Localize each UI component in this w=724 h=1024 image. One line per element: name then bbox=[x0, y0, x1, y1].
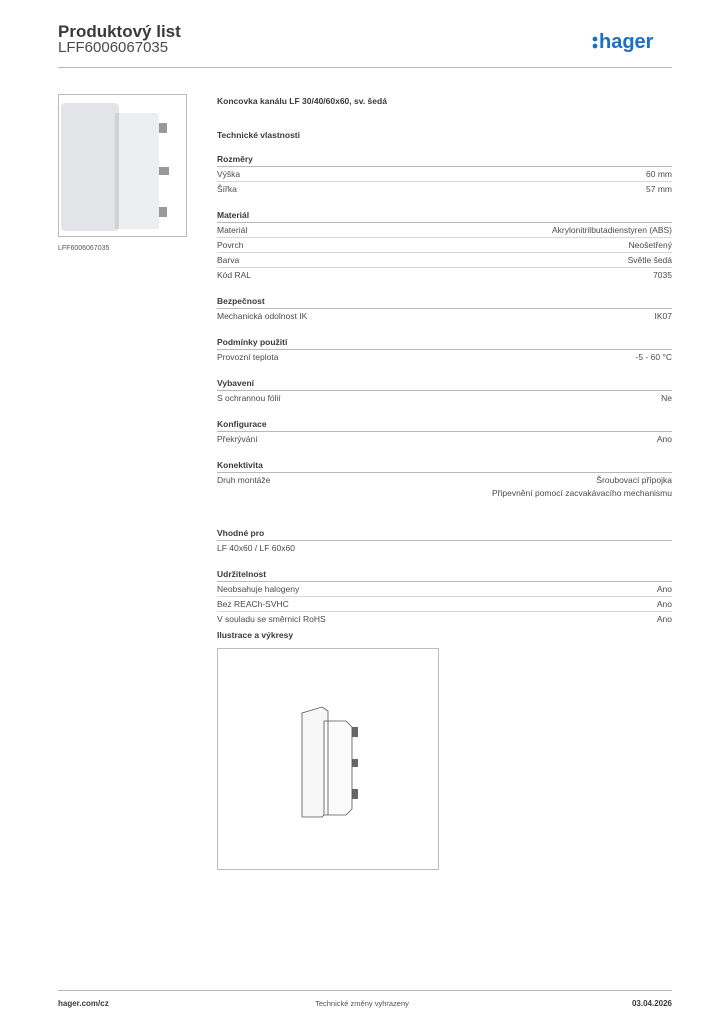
spec-value bbox=[657, 598, 672, 611]
spec-value bbox=[653, 269, 672, 282]
spec-row bbox=[217, 582, 672, 597]
spec-label: Povrch bbox=[217, 240, 244, 250]
spec-value bbox=[629, 239, 672, 252]
spec-label: Druh montáže bbox=[217, 475, 271, 485]
spec-value-line: Ne bbox=[661, 393, 672, 403]
spec-value-line: Připevnění pomocí zacvakávacího mechanismu bbox=[491, 488, 672, 498]
spec-label: Neobsahuje halogeny bbox=[217, 584, 300, 594]
footer-note: Technické změny vyhrazeny bbox=[315, 999, 409, 1008]
footer-website: hager.com/cz bbox=[58, 999, 109, 1008]
hager-logo bbox=[592, 28, 672, 56]
spec-value bbox=[661, 392, 672, 405]
product-thumbnail bbox=[58, 94, 187, 237]
spec-value bbox=[492, 474, 672, 500]
spec-value-line: IK07 bbox=[654, 311, 672, 321]
spec-section bbox=[217, 460, 672, 500]
spec-row bbox=[217, 473, 672, 500]
spec-section bbox=[217, 337, 672, 364]
spec-row bbox=[217, 268, 672, 282]
illustrations-title: Ilustrace a výkresy bbox=[217, 630, 294, 640]
spec-label: Mechanická odolnost IK bbox=[217, 311, 308, 321]
spec-label: Materiál bbox=[217, 225, 248, 235]
spec-section bbox=[217, 296, 672, 323]
spec-row bbox=[217, 597, 672, 612]
spec-row bbox=[217, 167, 672, 182]
spec-section bbox=[217, 210, 672, 282]
header-divider bbox=[58, 67, 672, 68]
spec-value-line: 57 mm bbox=[646, 184, 672, 194]
spec-value bbox=[628, 254, 672, 267]
spec-row bbox=[217, 238, 672, 253]
section-title: Udržitelnost bbox=[217, 569, 672, 582]
spec-value-line: Světle šedá bbox=[627, 255, 672, 265]
section-title: Rozměry bbox=[217, 154, 672, 167]
spec-label: Překrývání bbox=[217, 434, 258, 444]
technical-properties-title: Technické vlastnosti bbox=[217, 130, 300, 140]
spec-value-line: Ano bbox=[656, 584, 672, 594]
spec-section bbox=[217, 569, 672, 626]
spec-row bbox=[217, 182, 672, 196]
section-title: Konfigurace bbox=[217, 419, 672, 432]
spec-label: Šířka bbox=[217, 184, 237, 194]
spec-label: Barva bbox=[217, 255, 240, 265]
spec-value-line: 7035 bbox=[653, 270, 672, 280]
spec-value bbox=[657, 583, 672, 596]
spec-value-line: -5 - 60 °C bbox=[635, 352, 672, 362]
spec-label: Provozní teplota bbox=[217, 352, 279, 362]
spec-sections bbox=[217, 154, 672, 626]
section-title: Vhodné pro bbox=[217, 528, 672, 541]
spec-value-line: Akrylonitrilbutadienstyren (ABS) bbox=[552, 225, 672, 235]
spec-value-line: Neošetřený bbox=[628, 240, 672, 250]
footer-date: 03.04.2026 bbox=[631, 999, 672, 1008]
illustration-drawing bbox=[217, 648, 439, 870]
spec-row bbox=[217, 350, 672, 364]
spec-row bbox=[217, 223, 672, 238]
section-title: Materiál bbox=[217, 210, 672, 223]
spec-row bbox=[217, 309, 672, 323]
spec-row bbox=[217, 391, 672, 405]
spec-value-line: 60 mm bbox=[646, 169, 672, 179]
spec-value bbox=[655, 310, 673, 323]
spec-value bbox=[636, 351, 672, 364]
product-code: LFF6006067035 bbox=[58, 39, 169, 56]
product-details bbox=[217, 96, 672, 626]
spec-label: Kód RAL bbox=[217, 270, 252, 280]
spec-label: Bez REACh-SVHC bbox=[217, 599, 289, 609]
spec-row bbox=[217, 253, 672, 268]
section-title: Vybavení bbox=[217, 378, 672, 391]
spec-value bbox=[657, 433, 672, 446]
spec-section bbox=[217, 419, 672, 446]
spec-label: V souladu se směrnicí RoHS bbox=[217, 614, 326, 624]
spec-section bbox=[217, 528, 672, 555]
spec-label: S ochrannou fólií bbox=[217, 393, 281, 403]
svg-text:hager: hager bbox=[599, 31, 654, 53]
thumbnail-caption: LFF6006067035 bbox=[58, 245, 110, 252]
spec-value bbox=[552, 224, 672, 237]
spec-row bbox=[217, 432, 672, 446]
spec-label: Výška bbox=[217, 169, 241, 179]
spec-row bbox=[217, 541, 672, 555]
footer-divider bbox=[58, 990, 672, 991]
spec-value bbox=[646, 183, 672, 196]
spec-value bbox=[646, 168, 672, 181]
spec-section bbox=[217, 154, 672, 196]
page-title: Produktový list bbox=[58, 22, 181, 41]
spec-value bbox=[657, 613, 672, 626]
section-title: Podmínky použití bbox=[217, 337, 672, 350]
spec-label: LF 40x60 / LF 60x60 bbox=[217, 543, 295, 553]
spec-section bbox=[217, 378, 672, 405]
spec-value-line: Ano bbox=[656, 599, 672, 609]
section-title: Bezpečnost bbox=[217, 296, 672, 309]
product-name: Koncovka kanálu LF 30/40/60x60, sv. šedá bbox=[217, 96, 387, 106]
section-title: Konektivita bbox=[217, 460, 672, 473]
spec-value-line: Šroubovací přípojka bbox=[596, 475, 672, 485]
spec-row bbox=[217, 612, 672, 626]
spec-value-line: Ano bbox=[656, 614, 672, 624]
spec-value-line: Ano bbox=[656, 434, 672, 444]
